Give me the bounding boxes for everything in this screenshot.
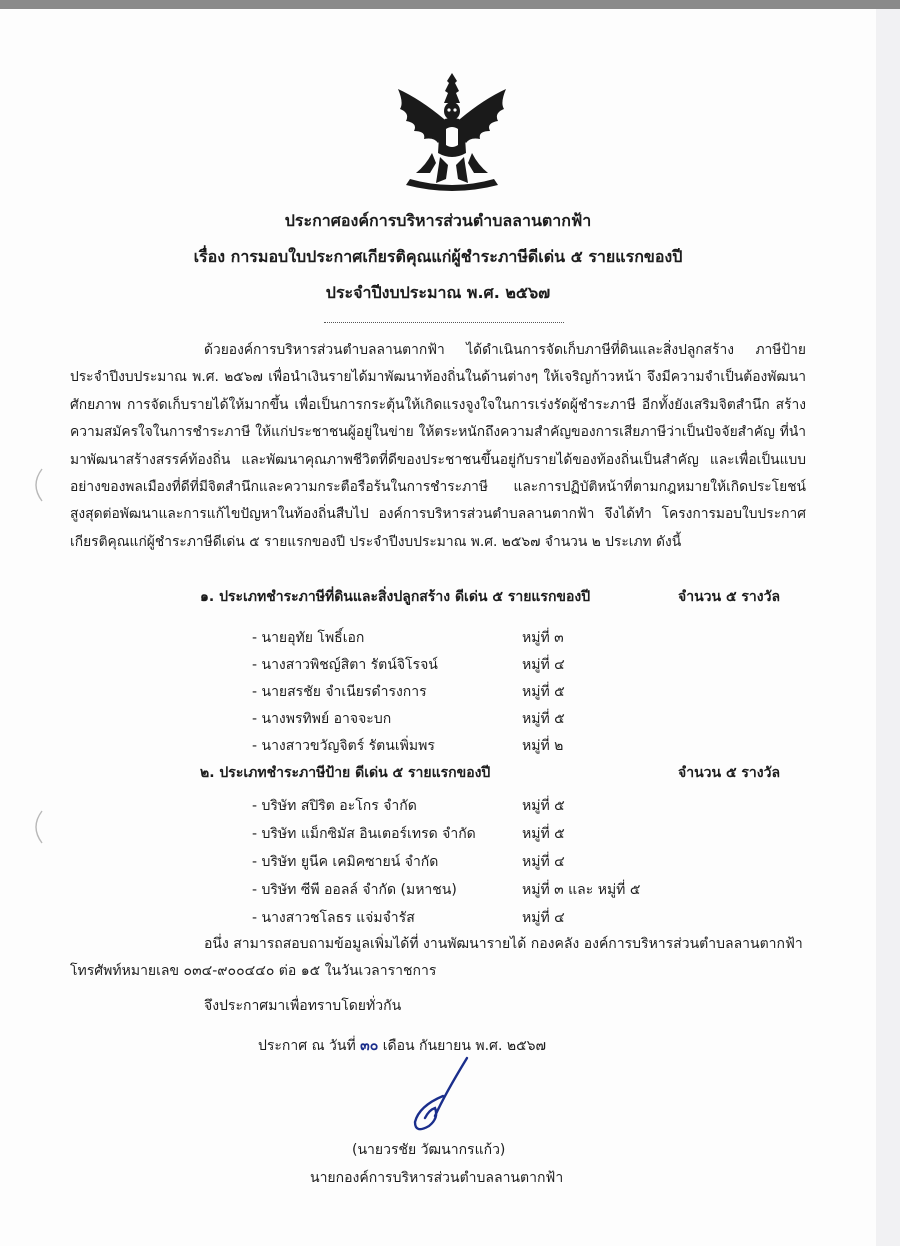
recipient-name: - บริษัท ยูนีค เคมิคซายน์ จำกัด	[252, 854, 439, 870]
village-number: หมู่ที่ ๔	[522, 657, 565, 673]
category-2-award: จำนวน ๕ รางวัล	[678, 765, 781, 781]
recipient-name: - บริษัท ซีพี ออลล์ จำกัด (มหาชน)	[252, 882, 457, 898]
recipient-name: - นางสาวชโลธร แจ่มจำรัส	[252, 910, 415, 926]
category-2-title: ๒. ประเภทชำระภาษีป้าย ดีเด่น ๕ รายแรกของปี	[200, 765, 491, 781]
title-line-1: ประกาศองค์การบริหารส่วนตำบลลานตากฟ้า	[284, 211, 592, 230]
date-day: ๓๐	[360, 1038, 379, 1054]
date-prefix: ประกาศ ณ วันที่	[258, 1038, 356, 1054]
category-1-award: จำนวน ๕ รางวัล	[678, 589, 781, 605]
village-number: หมู่ที่ ๕	[522, 711, 565, 727]
recipient-name: - บริษัท สปิริต อะโกร จำกัด	[252, 798, 417, 814]
punch-hole-mark	[28, 809, 48, 845]
category-1-title: ๑. ประเภทชำระภาษีที่ดินและสิ่งปลูกสร้าง ดีเด่น ๕ รายแรกของปี	[200, 589, 591, 605]
date-suffix: เดือน กันยายน พ.ศ. ๒๕๖๗	[382, 1038, 547, 1054]
top-border	[0, 0, 900, 9]
signatory-position: นายกองค์การบริหารส่วนตำบลลานตากฟ้า	[310, 1170, 564, 1186]
intro-paragraph: ด้วยองค์การบริหารส่วนตำบลลานตากฟ้า ได้ดำเนินการจัดเก็บภาษีที่ดินและสิ่งปลูกสร้าง ภาษีป้าย ประจำปีงบประมาณ พ.ศ. ๒๕๖๗ เพื่อนำเงินรายได้มาพัฒนาท้องถิ่นในด้านต่างๆ ให้เจริญก้าวหน้า จึงมีความจำเป็นต้องพัฒนาศักยภาพ การจัดเก็บรายได้ให้มากขึ้น เพื่อเป็นการกระตุ้นให้เกิดแรงจูงใจในการเร่งรัดผู้ชำระภาษี อีกทั้งยังเสริมจิตสำนึก สร้างความสมัครใจในการชำระภาษี ให้แก่ประชาชนผู้อยู่ในข่าย ให้ตระหนักถึงความสำคัญของการเสียภาษีว่าเป็นปัจจัยสำคัญ ที่นำมาพัฒนาสร้างสรรค์ท้องถิ่น และพัฒนาคุณภาพชีวิตที่ดีของประชาชนขึ้นอยู่กับรายได้ของท้องถิ่นเป็นสำคัญ และเพื่อเป็นแบบอย่างของพลเมืองที่ดีที่มีจิตสำนึกและความกระตือรือร้นในการชำระภาษี และการปฏิบัติหน้าที่ตามกฎหมายให้เกิดประโยชน์สูงสุดต่อพัฒนาและการแก้ไขปัญหาในท้องถิ่นสืบไป องค์การบริหารส่วนตำบลลานตากฟ้า จึงได้ทำ โครงการมอบใบประกาศเกียรติคุณแก่ผู้ชำระภาษีดีเด่น ๕ รายแรกของปี ประจำปีงบประมาณ พ.ศ. ๒๕๖๗ จำนวน ๒ ประเภท ดังนี้	[70, 342, 806, 550]
page-margin	[876, 9, 900, 1246]
recipient-name: - บริษัท แม็กซิมัส อินเตอร์เทรด จำกัด	[252, 826, 476, 842]
garuda-emblem	[390, 69, 514, 197]
recipient-name: - นายสรชัย จำเนียรดำรงการ	[252, 684, 427, 700]
announcement-page	[0, 9, 876, 1246]
recipient-name: - นายอุทัย โพธิ์เอก	[252, 630, 365, 646]
punch-hole-mark	[28, 467, 48, 503]
title-divider	[324, 322, 564, 323]
title-line-3: ประจำปีงบประมาณ พ.ศ. ๒๕๖๗	[325, 283, 551, 302]
announce-date	[258, 1035, 546, 1057]
village-number: หมู่ที่ ๕	[522, 798, 565, 814]
announce-text: จึงประกาศมาเพื่อทราบโดยทั่วกัน	[204, 998, 402, 1014]
village-number: หมู่ที่ ๓ และ หมู่ที่ ๕	[522, 882, 641, 898]
village-number: หมู่ที่ ๒	[522, 738, 564, 754]
village-number: หมู่ที่ ๓	[522, 630, 564, 646]
recipient-name: - นางสาวขวัญจิตร์ รัตนเพิ่มพร	[252, 738, 435, 754]
handwritten-signature	[405, 1054, 475, 1134]
contact-paragraph: อนึ่ง สามารถสอบถามข้อมูลเพิ่มได้ที่ งานพัฒนารายได้ กองคลัง องค์การบริหารส่วนตำบลลานตากฟ้า โทรศัพท์หมายเลข ๐๓๔-๙๐๐๔๔๐ ต่อ ๑๕ ในวันเวลาราชการ	[70, 936, 803, 979]
village-number: หมู่ที่ ๔	[522, 910, 565, 926]
village-number: หมู่ที่ ๕	[522, 684, 565, 700]
recipient-name: - นางสาวพิชญ์สิตา รัตน์จิโรจน์	[252, 657, 438, 673]
village-number: หมู่ที่ ๔	[522, 854, 565, 870]
village-number: หมู่ที่ ๕	[522, 826, 565, 842]
signatory-name: (นายวรชัย วัฒนากรแก้ว)	[352, 1142, 506, 1158]
title-line-2: เรื่อง การมอบใบประกาศเกียรติคุณแก่ผู้ชำระภาษีดีเด่น ๕ รายแรกของปี	[193, 247, 683, 266]
recipient-name: - นางพรทิพย์ อาจจะบก	[252, 711, 392, 727]
